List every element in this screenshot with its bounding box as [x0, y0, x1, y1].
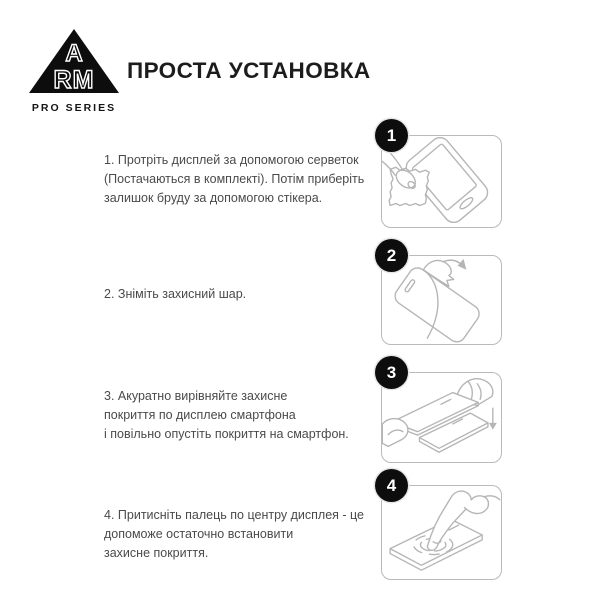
step-3-badge	[375, 356, 408, 389]
step-1-number: 1	[386, 125, 397, 145]
left-hand	[382, 419, 408, 447]
step-2-number: 2	[386, 245, 397, 265]
step-1-line-1: 1. Протріть дисплей за допомогою серветок	[104, 153, 359, 167]
step-2-line-1: 2. Зніміть захисний шар.	[104, 287, 247, 301]
logo-triangle-icon	[28, 27, 120, 95]
step-2-text	[104, 285, 246, 304]
logo-letters-rm: RM	[53, 66, 95, 94]
step-4-illustration-box	[381, 475, 502, 580]
page-title: ПРОСТА УСТАНОВКА	[127, 58, 371, 83]
step-3-line-3: і повільно опустіть покриття на смартфон.	[104, 427, 349, 441]
step-4-line-3: захисне покриття.	[104, 546, 209, 560]
step-4-text	[104, 506, 364, 563]
step-3-number: 3	[386, 362, 397, 382]
step-1-line-2: (Постачаються в комплекті). Потім приберіть	[104, 172, 365, 186]
press-center-illustration	[382, 486, 501, 579]
step-2-badge	[375, 239, 408, 272]
step-3-illustration-box	[381, 362, 502, 463]
step-4-line-2: допоможе остаточно встановити	[104, 527, 294, 541]
step-4-number: 4	[386, 475, 397, 495]
step-2-illustration-box	[381, 245, 502, 345]
brand-logo	[28, 27, 120, 114]
step-4-line-1: 4. Притисніть палець по центру дисплея - це	[104, 508, 364, 522]
step-3-text	[104, 387, 349, 444]
step-1-line-3: залишок бруду за допомогою стікера.	[104, 191, 323, 205]
step-4-badge	[375, 469, 408, 502]
step-1-badge	[375, 119, 408, 152]
step-1-text	[104, 151, 364, 208]
step-3-line-1: 3. Акуратно вирівняйте захисне	[104, 389, 288, 403]
logo-letter-a: A	[65, 40, 83, 67]
step-1-illustration-box	[381, 125, 502, 228]
logo-subtitle: PRO SERIES	[31, 102, 117, 114]
step-3-line-2: покриття по дисплею смартфона	[104, 408, 296, 422]
